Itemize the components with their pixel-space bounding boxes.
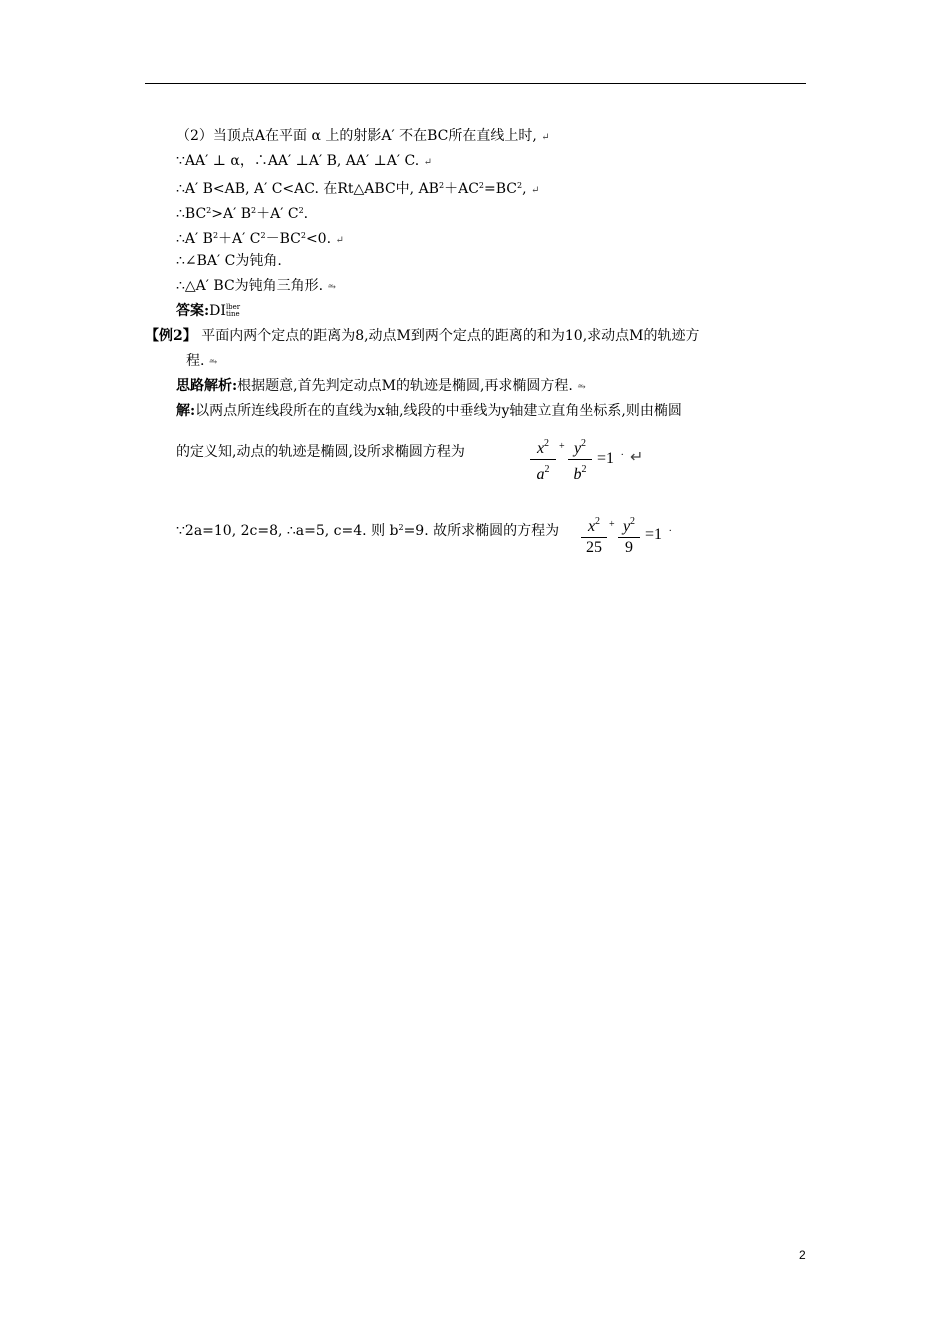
text-line: ∴∠BA′ C为钝角. — [176, 253, 282, 269]
conclusion-line: ∵2a=10, 2c=8, ∴a=5, c=4. 则 $b^2=9$. 故所求椭圆的方程为 — [176, 523, 560, 539]
answer-line: 答案:DIlber tine — [176, 303, 241, 319]
text-line: ∴△A′ BC为钝角三角形. ⥲ — [176, 278, 336, 294]
example-2-line-2: 程. ⥲ — [186, 353, 218, 369]
idea-line: 思路解析:根据题意,首先判定动点M的轨迹是椭圆,再求椭圆方程. ⥲ — [176, 378, 586, 394]
paragraph-mark-icon: ↵ — [335, 235, 344, 246]
solution-line: 解:以两点所连线段所在的直线为x轴,线段的中垂线为y轴建立直角坐标系,则由椭圆 — [176, 403, 682, 419]
paragraph-mark-icon: ↵ — [541, 132, 550, 143]
plus-sign: + — [609, 519, 615, 530]
text-line: $\therefore BC^2>A'$ $B^2+A'$ $C^2$. — [176, 206, 309, 222]
text-line: ∵AA′ ⊥ α，∴AA′ ⊥A′ B, AA′ ⊥A′ C. ↵ — [176, 153, 433, 169]
fraction-x2-over-a2: $x^2$ $a^2$ — [530, 434, 556, 485]
fraction-y2-over-9: $y^2$ 9 — [618, 512, 640, 558]
paragraph-mark-icon: ↵ — [531, 185, 540, 196]
period: . — [621, 447, 624, 458]
period: . — [669, 523, 672, 534]
equals-one: =1 — [645, 526, 663, 543]
text-line: ∴A′ $B^2+A'$ $C^2-BC^2<0$. ↵ — [176, 231, 344, 247]
arrow-mark-icon: ⥲ — [327, 282, 336, 293]
text-line: （2）当顶点A在平面 α 上的射影A′ 不在BC所在直线上时, ↵ — [176, 128, 550, 144]
paragraph-mark-icon: ↵ — [630, 449, 644, 466]
example-2-line: 【例2】 平面内两个定点的距离为8,动点M到两个定点的距离的和为10,求动点M的轨迹方 — [145, 328, 700, 344]
header-rule — [145, 83, 806, 84]
fraction-x2-over-25: $x^2$ 25 — [581, 512, 607, 558]
equals-one: =1 — [597, 450, 615, 467]
paragraph-mark-icon: ↵ — [423, 157, 433, 168]
fraction-y2-over-b2: $y^2$ $b^2$ — [568, 434, 592, 485]
solution-line-2: 的定义知,动点的轨迹是椭圆,设所求椭圆方程为 — [176, 444, 465, 460]
arrow-mark-icon: ⥲ — [208, 357, 218, 368]
arrow-mark-icon: ⥲ — [577, 382, 586, 393]
page-number: 2 — [799, 1248, 806, 1262]
plus-sign: + — [559, 441, 565, 452]
text-line: ∴A′ B<AB, A′ C<AC. 在Rt△ABC中, $AB^2+AC^2=BC^2$, ↵ — [176, 181, 540, 197]
